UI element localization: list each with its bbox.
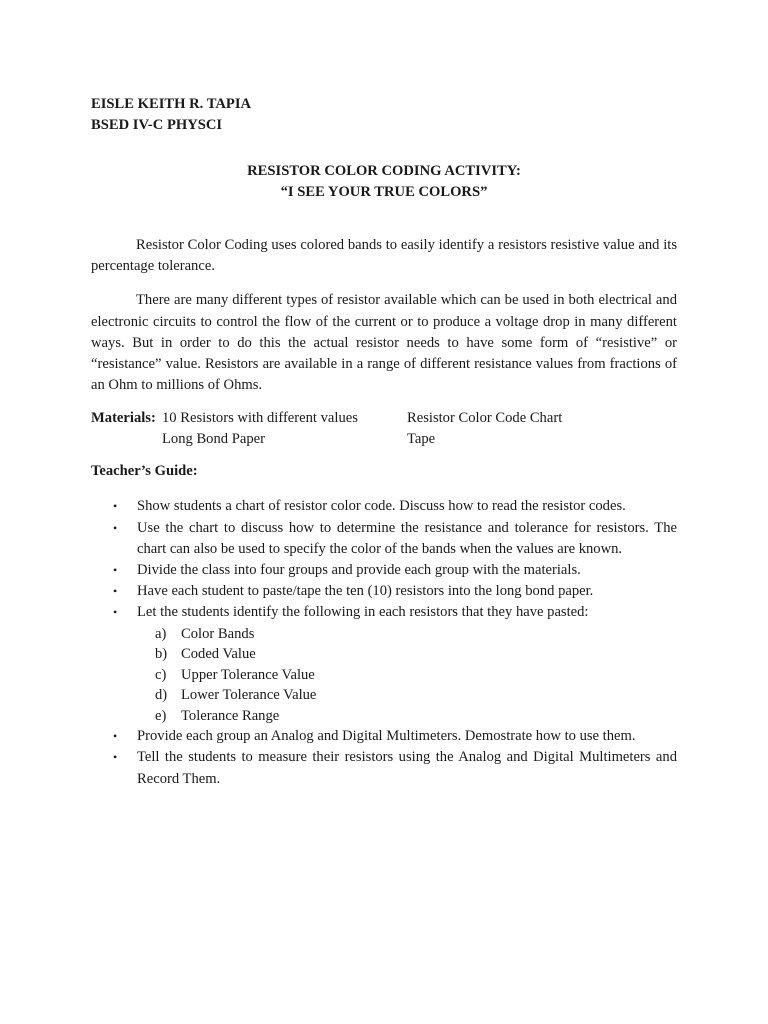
list-item — [91, 581, 677, 602]
sublist-item — [137, 685, 677, 706]
sublist-text: Coded Value — [181, 646, 256, 663]
sublist-text: Color Bands — [181, 625, 255, 642]
bullet-icon: • — [113, 729, 118, 744]
list-item-text: Divide the class into four groups and provide each group with the materials. — [137, 562, 581, 579]
sublist-item — [137, 624, 677, 645]
material-item: Long Bond Paper — [162, 431, 265, 448]
list-item-text: Use the chart to discuss how to determine the resistance and tolerance for resistors. The chart can also be used to specify the color of the bands when the values are known. — [137, 519, 677, 557]
body-paragraph: There are many different types of resistor available which can be used in both electrical and electronic circuits to control the flow of the current or to produce a voltage drop in many different ways. But in order to do this the actual resistor needs to have some form of “resistive” or “resistance” value. Resistors are available in a range of different resistance values from fractions of an Ohm to millions of Ohms. — [91, 292, 677, 394]
material-item: Resistor Color Code Chart — [407, 410, 563, 427]
list-item-text: Have each student to paste/tape the ten (10) resistors into the long bond paper. — [137, 583, 594, 600]
sublist-letter: a) — [155, 625, 167, 642]
title-line-1: RESISTOR COLOR CODING ACTIVITY: — [247, 163, 521, 179]
author-block — [91, 94, 677, 136]
bullet-icon: • — [113, 520, 118, 535]
bullet-icon: • — [113, 584, 118, 599]
teachers-guide-heading: Teacher’s Guide: — [91, 463, 198, 480]
sublist-letter: c) — [155, 666, 167, 683]
sublist-item — [137, 706, 677, 727]
document-page — [91, 94, 677, 790]
list-item-text: Let the students identify the following in each resistors that they have pasted: — [137, 604, 589, 621]
sublist-letter: e) — [155, 707, 167, 724]
author-course: BSED IV-C PHYSCI — [91, 117, 223, 133]
title-line-2: “I SEE YOUR TRUE COLORS” — [280, 184, 488, 200]
materials-list — [91, 408, 677, 450]
sublist-item — [137, 665, 677, 686]
list-item — [91, 747, 677, 789]
bullet-icon: • — [113, 563, 118, 578]
sublist-text: Tolerance Range — [181, 707, 280, 724]
list-item — [91, 496, 677, 517]
list-item-text: Provide each group an Analog and Digital Multimeters. Demostrate how to use them. — [137, 728, 636, 745]
list-item-text: Tell the students to measure their resistors using the Analog and Digital Multimeters and Record Them. — [137, 749, 677, 787]
materials-label: Materials: — [91, 410, 156, 427]
bullet-icon: • — [113, 605, 118, 620]
list-item-text: Show students a chart of resistor color code. Discuss how to read the resistor codes. — [137, 498, 626, 515]
bullet-icon: • — [113, 750, 118, 765]
teachers-guide-list — [91, 496, 677, 789]
sublist-item — [137, 644, 677, 665]
identify-sublist — [137, 624, 677, 727]
material-item: 10 Resistors with different values — [162, 410, 358, 427]
material-item: Tape — [407, 431, 436, 448]
author-name: EISLE KEITH R. TAPIA — [91, 96, 252, 112]
intro-paragraph: Resistor Color Coding uses colored bands to easily identify a resistors resistive value and its percentage tolerance. — [91, 237, 677, 275]
list-item — [91, 726, 677, 747]
list-item — [91, 518, 677, 560]
sublist-letter: d) — [155, 687, 168, 704]
list-item — [91, 560, 677, 581]
list-item — [91, 602, 677, 726]
document-title — [91, 161, 677, 203]
sublist-letter: b) — [155, 646, 168, 663]
sublist-text: Lower Tolerance Value — [181, 687, 317, 704]
sublist-text: Upper Tolerance Value — [181, 666, 315, 683]
bullet-icon: • — [113, 499, 118, 514]
